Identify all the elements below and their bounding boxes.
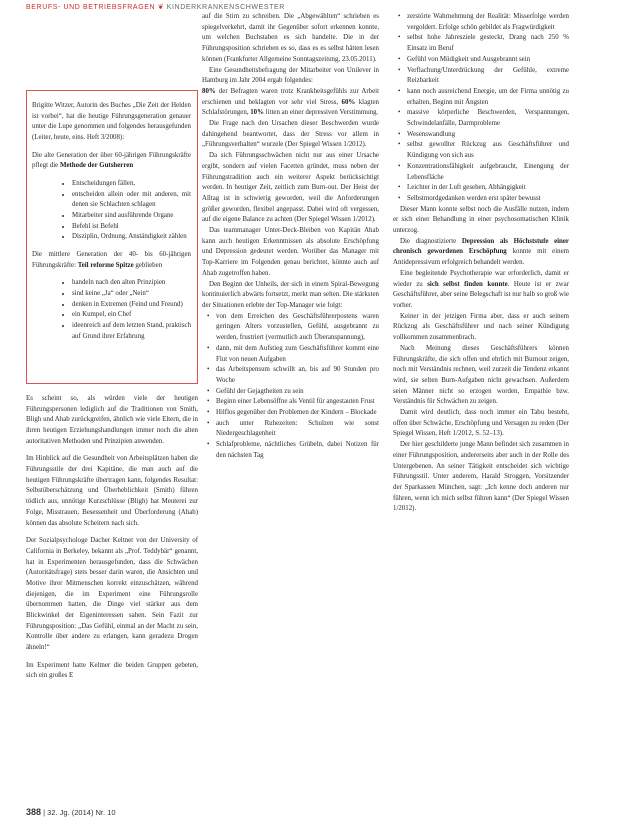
paragraph-therapy: Eine begleitende Psychotherapie war erforderlich, damit er wieder zu sich selbst finden konnte. Heute ist er zwar Geschäftsführer, aber seine Belegschaft ist nur halb so groß wie vorher. (393, 269, 569, 309)
list-item: • Konzentrationsfähigkeit aufgebraucht, Einengung der Lebensfläche (407, 162, 569, 183)
paragraph: Nach Meinung dieses Geschäftsführers können Führungskräfte, die sich offen und ehrlich mit Burnout zeigen, noch mit Verständnis rechnen, weil zurzeit die Tendenz erkannt wird, sie selten Burn-Aufgaben nicht gewachsen. Außerdem seien Männer nicht so erzogen worden, Empathie bzw. Verständnis für Schwächen zu zeigen. (393, 344, 569, 406)
box-list-middle (32, 278, 191, 342)
list-item: • Entscheidungen fällen, (72, 179, 191, 190)
paragraph: Das teammanager Unter-Deck-Bleiben von Kapitän Ahab kann auch heutigen Erkenntnissen als absolute Erschöpfung und Depression gedeutet werden. Worüber das Manager mit Top-Karriere im Folgenden genau berichtet, könnte auch auf Ahab zugetroffen haben. (202, 227, 379, 277)
list-item: • Befehl ist Befehl (72, 222, 191, 233)
list-item: • kann noch ausreichend Energie, um der Firma unnötig zu erhalten, Beginn mit Ängsten (407, 87, 569, 108)
paragraph: Eine Gesundheitsbefragung der Mitarbeiter von Unilever in Hamburg im Jahr 2004 ergab folgendes: (202, 66, 379, 85)
box-intro: Brigitte Witzer, Autorin des Buches „Die Zeit der Helden ist vorbei“, hat die heutige Führungsgeneration genauer unter die Lupe genommen und folgendes herausgefunden (Leiter, heute, eins. Heft 3/2008): (32, 101, 191, 141)
list-item: • handeln nach den alten Prinzipien (72, 278, 191, 289)
paragraph: Dieser Mann konnte selbst noch die Ausfälle nutzen, indem er sich einer Behandlung in einer psychosomatischen Klinik unterzog. (393, 205, 569, 235)
list-item: • Mitarbeiter sind ausführende Organe (72, 211, 191, 222)
paragraph: Es scheint so, als würden viele der heutigen Führungspersonen lediglich auf die Traditionen von Smith, Bligh und Ahab zurückgreifen, ähnlich wie viele Eltern, die in ihren heutigen Erziehungshandlungen immer noch die alten autoritativen Methoden und Prinzipien anwenden. (26, 394, 198, 445)
info-box (32, 94, 191, 349)
list-item: • selbst gewollter Rückzug aus Geschäftsführer und Kündigung von sich aus (407, 140, 569, 161)
list-item: • das Arbeitspensum schwillt an, bis auf 90 Stunden pro Woche (216, 365, 379, 386)
paragraph: Im Experiment hatte Keltner die beiden Gruppen gebeten, sich ein großes E (26, 661, 198, 680)
running-header (26, 3, 285, 11)
column-2 (202, 12, 379, 462)
paragraph-stats: 80% der Befragten waren trotz Krankheitsgefühls zur Arbeit erschienen und beklagten vor sehr viel Stress, 60% klagten Schlafstörungen, 10% litten an einer depressiven Verstimmung. (202, 87, 379, 117)
box-old-generation: Die alte Generation der über 60-jährigen Führungskräfte pflegt die Methode der Gutsherren (32, 151, 191, 170)
list-item: • massive körperliche Beschwerden, Verspannungen, Schwindelanfälle, Darmprobleme (407, 108, 569, 129)
list-item: • ein Kumpel, ein Chef (72, 310, 191, 321)
list-item: • Hilflos gegenüber den Problemen der Kindern – Blockade (216, 408, 379, 419)
list-item: • entscheiden allein oder mit anderen, mit denen sie Schlachten schlagen (72, 190, 191, 211)
box-list-old (32, 179, 191, 243)
paragraph: Im Hinblick auf die Gesundheit von Arbeitsplätzen haben die Führungsstile der drei Kapitäne, die man auch auf die heutigen Führungskräfte übertragen kann, folgendes Resultat: Selbstüberschätzung und Überheblichkeit (Smith) führen tödlich aus, unnötige Kurzschlüsse (Bligh) hat Meuterei zur Folge, Misstrauen, Besessenheit und Überforderung (Ahab) können das absolute Scheitern nach sich. (26, 455, 198, 527)
list-item: • denken in Extremen (Feind und Freund) (72, 300, 191, 311)
column-1-body (26, 387, 198, 689)
box-middle-generation: Die mittlere Generation der 40- bis 60-jährigen Führungskräfte: Teil reforme Spitze geblieben (32, 251, 191, 269)
list-item: • sind keine „Ja“ oder „Nein“ (72, 289, 191, 300)
paragraph: Der hier geschilderte junge Mann befindet sich zusammen in einer Führungsposition, andererseits aber auch in der Rolle des Untergebenen. An seiner Tätigkeit entscheidet sich wichtige Führungsstil. Unter anderem, Harald Stroggen, Vorsitzender der Sparkassen München, sagt: „Ich kenne doch anderen nur führen, wenn ich mich selbst führen kann“ (Der Spiegel Wissen 1/2012). (393, 441, 569, 513)
paragraph-diagnosis: Die diagnostizierte Depression als Höchststufe einer chronisch gewordenen Erschöpfung konnte mit einem Antidepressivum erfolgreich behandelt werden. (393, 237, 569, 267)
page-number: 388 (26, 807, 42, 817)
section-title: BERUFS- UND BETRIEBSFRAGEN (26, 4, 156, 11)
list-item: • von dem Erreichen des Geschäftsführerpostens waren geringen Alters vorzustellen, Gefühl, ausgebrannt zu werden, frustriert (vermutlich auch Überanspannung), (216, 312, 379, 344)
paragraph: Da sich Führungsschwächen nicht nur aus einer Ursache ergibt, sondern auf vielen Facetten gründet, muss neben der Führungstradition auch ein weiterer Aspekt berücksichtigt werden. In heutiger Zeit, zeitlich zum Burn-out. Der Heist der Alltag ist in schwierig geworden, weil die Anforderungen größer geworden, flexibel angepasst. Dabei wird oft vergessen, auf die eigene Balance zu achten (Der Spiegel Wissen 1/2012). (202, 152, 379, 224)
burnout-stages-list (202, 312, 379, 462)
issue-info: | 32. Jg. (2014) Nr. 10 (43, 808, 116, 817)
burnout-stages-list-continued (393, 12, 569, 205)
page-footer (26, 807, 116, 817)
list-item: • Gefühl der Gejagtheiten zu sein (216, 387, 379, 398)
paragraph: Der Sozialpsychologe Dacher Keltner von der University of California in Berkeley, bekannt als „Prof. Teddybär“ genannt, hat in Experimenten herausgefunden, dass die Schwächen (Autoritätsfrage) stets besser darin waren, die Ansichten und Motive ihrer Mitmenschen korrekt einzuschätzen, während diejenigen, die im Experiment eine Führungsrolle übernommen hatten, die Dinge viel stärker aus dem Blickwinkel der Eigeninteressen sahen. Sein Fazit zur Führungsposition: „Das Gefühl, einmal an der Macht zu sein, Kontrolle über andere zu erlangen, kann geradezu Drogen ähneln!“ (26, 537, 198, 652)
list-item: • Beginn einer Lebensöffne als Ventil für angestauten Frust (216, 397, 379, 408)
paragraph: auf die Stirn zu schreiben. Die „Abgewählten“ schrieben es spiegelverkehrt, damit ihr Gegenüber sofort erkennen konnte, um welchen Buchstaben es sich handelte. Die in der Führungsposition schrieben es so, dass es es selbst hätten lesen können (Frankfurter Allgemeine Sonntagszeitung, 23.05.2011). (202, 13, 379, 63)
leaf-icon: ❦ (157, 4, 165, 11)
list-item: • Verflachung/Unterdrückung der Gefühle, extreme Reizbarkeit (407, 66, 569, 87)
paragraph: Den Beginn der Unheils, der sich in einem Spiral-Bewegung kontinuierlich abwärts fortsetzt, merkt man selten. Die stärksten der Situationen erlebte der Top-Manager wie folgt: (202, 280, 379, 309)
list-item: • Selbstmordgedanken werden erst später bewusst (407, 194, 569, 205)
list-item: • Gefühl von Müdigkeit und Ausgebrannt sein (407, 55, 569, 66)
list-item: • Leichter in der Luft gesehen, Abhängigkeit (407, 183, 569, 194)
list-item: • selbst hohe Jahresziele gesteckt, Drang nach 250 % Einsatz im Beruf (407, 33, 569, 54)
list-item: • ideenreich auf dem letzten Stand, praktisch auf Grund ihrer Erfahrung (72, 321, 191, 342)
list-item: • zerstörte Wahrnehmung der Realität: Misserfolge werden vergoldert. Erfolge schön gebildet als Fragwürdigkeit (407, 12, 569, 33)
subsection-title: KINDERKRANKENSCHWESTER (166, 4, 285, 11)
list-item: • Schlafprobleme, nächtliches Grübeln, dabei Notizen für den nächsten Tag (216, 440, 379, 461)
column-3 (393, 12, 569, 515)
paragraph: Keiner in der jetzigen Firma aber, dass er auch seinem Rückzug als Geschäftsführer und nach seiner Kündigung vollkommen zusammenbrach. (393, 312, 569, 342)
list-item: • auch unter Ruhezeiten: Schulzen wie sonst Niedergeschlagenheit (216, 419, 379, 440)
list-item: • Disziplin, Ordnung, Anständigkeit zählen (72, 232, 191, 243)
list-item: • dann, mit dem Aufstieg zum Geschäftsführer kommt eine Flut von neuen Aufgaben (216, 344, 379, 365)
paragraph: Die Frage nach den Ursachen dieser Beschwerden wurde dahingehend beantwortet, dass der Stress vor allem in „Führungsverhalten“ wurzele (Der Spiegel Wissen 1/2012). (202, 120, 379, 149)
paragraph: Damit wird deutlich, dass noch immer ein Tabu besteht, offen über Schwäche, Erschöpfung und Versagen zu reden (Der Spiegel Wissen, Heft 1/2012, S. 52–13). (393, 409, 569, 438)
list-item: • Wesenswandlung (407, 130, 569, 141)
